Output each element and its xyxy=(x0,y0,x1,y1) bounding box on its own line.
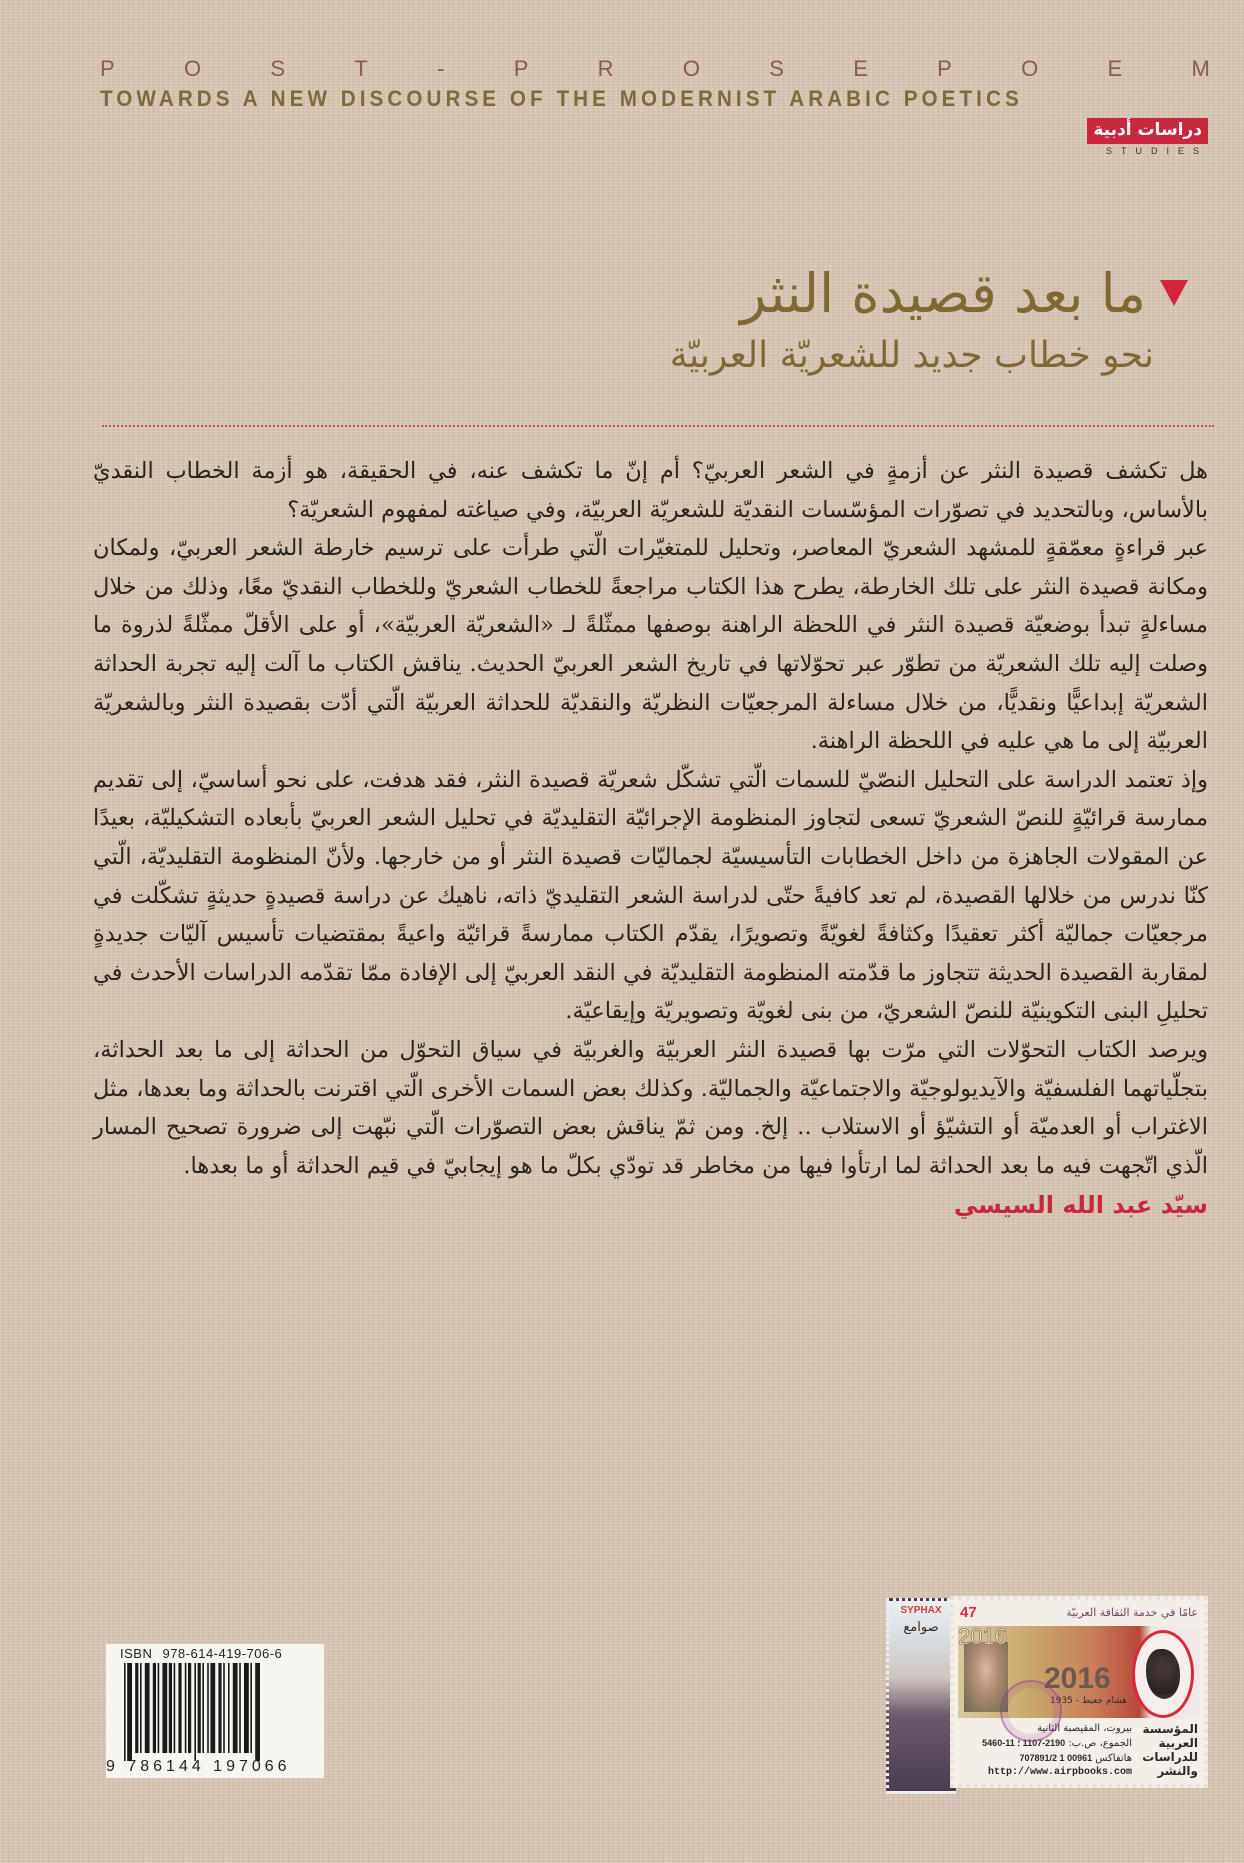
english-title xyxy=(100,56,1210,82)
isbn-barcode xyxy=(106,1644,324,1778)
english-title-letter: O xyxy=(682,56,700,81)
barcode-bar xyxy=(178,1663,181,1753)
english-title-letter: P xyxy=(100,56,115,81)
barcode-bar xyxy=(194,1663,196,1761)
phone-row xyxy=(960,1751,1132,1766)
stamp-years: 47 xyxy=(960,1603,977,1621)
barcode-bar xyxy=(250,1663,252,1753)
english-title-letter: P xyxy=(937,56,952,81)
barcode-bar xyxy=(185,1663,187,1753)
isbn-number: 978-614-419-706-6 xyxy=(162,1646,283,1661)
barcode-bar xyxy=(218,1663,221,1753)
barcode-bar xyxy=(233,1663,238,1753)
series-logo-arabic: دراسات أدبية xyxy=(1087,118,1208,144)
barcode-bar xyxy=(207,1663,209,1753)
publisher-name-line: للدراسات xyxy=(1142,1750,1198,1764)
barcode-bar xyxy=(169,1663,172,1753)
arabic-subtitle: نحو خطاب جديد للشعريّة العربيّة xyxy=(669,335,1154,376)
barcode-bar xyxy=(210,1663,215,1753)
syphax-stamp-title: صوامع xyxy=(903,1620,939,1635)
barcode-bar xyxy=(202,1663,204,1753)
english-title-letter: E xyxy=(853,56,868,81)
english-title-letter: P xyxy=(513,56,529,81)
publisher-name-line: والنشر xyxy=(1157,1764,1198,1778)
blurb-paragraph: ويرصد الكتاب التحوّلات التي مرّت بها قصيدة النثر العربيّة والغربيّة في سياق التحوّل من الحداثة إلى ما بعد الحداثة، بتجلّياتهما الفلسفيّة والآيديولوجيّة والاجتماعيّة والجماليّة. وكذلك بعض السمات الأخرى الّتي اقترنت بالحداثة وما بعدها، مثل الاغتراب أو العدميّة أو التشيّؤ أو الاستلاب .. إلخ. ومن ثمّ يناقش بعض التصوّرات الّتي نبّهت إلى ضرورة تصحيح المسار الّذي اتّجهت فيه ما بعد الحداثة لما ارتأوا فيها من مخاطر قد تودّي بكلّ ما هو إيجابيّ في قيم الحداثة أو ما بعدها. xyxy=(93,1036,1208,1179)
blurb xyxy=(93,452,1208,1225)
stamp-motto: عامًا في خدمة الثقافة العربيّة xyxy=(1066,1605,1198,1619)
series-logo xyxy=(1068,118,1208,156)
ean-digits: 9 786144 197066 xyxy=(106,1758,291,1775)
syphax-stamp xyxy=(886,1598,956,1794)
blurb-paragraph: هل تكشف قصيدة النثر عن أزمةٍ في الشعر العربيّ؟ أم إنّ ما تكشف عنه، في الحقيقة، هو أزمة الخطاب النقديّ بالأساس، وبالتحديد في تصوّرات المؤسّسات النقديّة للشعريّة العربيّة، وفي صياغته لمفهوم الشعريّة؟ xyxy=(93,458,1208,523)
po-box-row xyxy=(960,1736,1132,1751)
po-box-label: الجموع، ص.ب: xyxy=(1068,1738,1132,1749)
author-name: سيّد عبد الله السيسي xyxy=(953,1191,1208,1220)
isbn-text xyxy=(120,1646,282,1661)
blurb-paragraph: وإذ تعتمد الدراسة على التحليل النصّيّ للسمات الّتي تشكّل شعريّة قصيدة النثر، فقد هدفت، على نحو أساسيّ، إلى تقديم ممارسة قرائيّةٍ للنصّ الشعريّ تسعى لتجاوز المنظومة الإجرائيّة التقليديّة في تحليل الشعر العربيّ بأبعاده التشكيليّة، بعيدًا عن المقولات الجاهزة من داخل الخطابات التأسيسيّة لجماليّات قصيدة النثر أو من خارجها. ولأنّ المنظومة التقليديّة، الّتي كنّا ندرس من خلالها القصيدة، لم تعد كافيةً حتّى لدراسة الشعر التقليديّ ذاته، ناهيك عن دراسة قصيدةٍ حديثةٍ تشكّلت في مرجعيّات جماليّة أكثر تعقيدًا وكثافةً لغويّةً وتصويرًا، يقدّم الكتاب ممارسةً قرائيّة واعيةً بمقتضيات تأسيس آليّات جديدةٍ لمقاربة القصيدة الحديثة تتجاوز ما قدّمته المنظومة التقليديّة في النقد العربيّ إلى الإفادة ممّا تقدّمه الدراسات الأحدث في تحليلِ البنى التكوينيّة للنصّ الشعريّ، من بنى لغويّة وتصويريّة وإيقاعيّة. xyxy=(93,766,1208,1025)
stamp-header xyxy=(954,1600,1204,1622)
english-title-letter: R xyxy=(597,56,614,81)
arabic-title-text: ما بعد قصيدة النثر xyxy=(740,262,1146,325)
barcode-bar xyxy=(174,1663,176,1753)
barcode-bar xyxy=(153,1663,156,1753)
stamp-year-small: 2016 xyxy=(958,1624,1007,1649)
english-title-letter: O xyxy=(183,56,202,81)
phone-number: 00961 1 707891/2 xyxy=(1019,1753,1093,1763)
publisher-stamp xyxy=(950,1596,1208,1788)
barcode-bar xyxy=(127,1663,132,1761)
emblem-figure xyxy=(1146,1649,1180,1699)
syphax-brand: SYPHAX xyxy=(900,1605,942,1616)
publisher-website: http://www.airpbooks.com xyxy=(987,1767,1132,1778)
english-title-letter: E xyxy=(1107,56,1123,81)
phone-label: هاتفاكس xyxy=(1095,1753,1132,1764)
barcode-bar xyxy=(135,1663,138,1753)
stamp-info xyxy=(954,1718,1204,1780)
english-header xyxy=(100,56,1210,112)
publisher-name-line: المؤسسة xyxy=(1142,1722,1198,1736)
barcode-bar xyxy=(255,1663,260,1761)
blurb-paragraph: عبر قراءةٍ معمّقةٍ للمشهد الشعريّ المعاصر، وتحليل للمتغيّرات الّتي طرأت على ترسيم خارطة الشعر العربيّ، ولمكان ومكانة قصيدة النثر على تلك الخارطة، يطرح هذا الكتاب مراجعةً للخطاب الشعريّ وللخطاب النقديّ معًا، وذلك من خلال مساءلةٍ تبدأ بوضعيّة قصيدة النثر في اللحظة الراهنة بوصفها ممثّلةً لـ «الشعريّة العربيّة»، أو على الأقلّ ممثّلةً لذروة ما وصلت إليه تلك الشعريّة من تطوّر عبر تحوّلاتها في تاريخ الشعر العربيّ الحديث. يناقش الكتاب ما آلت إليه تجربة الحداثة الشعريّة إبداعيًّا ونقديًّا، من خلال مساءلة المرجعيّات النظريّة والنقديّة للحداثة العربيّة الّتي أدّت بقصيدة النثر وبالشعريّة العربيّة إلى ما هي عليه في اللحظة الراهنة. xyxy=(93,535,1208,755)
barcode-bar xyxy=(239,1663,241,1753)
triangle-marker-icon xyxy=(1160,280,1188,306)
isbn-label: ISBN xyxy=(120,1646,153,1661)
postmark-icon xyxy=(1000,1680,1062,1742)
honoree-name: هشام جعيط - 1935 xyxy=(1050,1696,1127,1706)
english-title-letter: O xyxy=(1021,56,1039,81)
english-title-letter: M xyxy=(1191,56,1210,81)
barcode-bar xyxy=(124,1663,126,1761)
barcode-bar xyxy=(198,1663,201,1753)
barcode-bar xyxy=(228,1663,230,1753)
stamp-artwork xyxy=(958,1626,1200,1718)
series-logo-english: STUDIES xyxy=(1105,146,1208,156)
dotted-divider xyxy=(102,425,1214,427)
english-title-letter: S xyxy=(769,56,784,81)
publisher-name xyxy=(1138,1722,1198,1780)
english-subtitle: TOWARDS A NEW DISCOURSE OF THE MODERNIST ARABIC POETICS xyxy=(100,86,1023,111)
arabic-title-block xyxy=(670,262,1188,380)
english-title-letter: S xyxy=(270,56,286,81)
stamp-year-big: 2016 xyxy=(1044,1662,1111,1695)
barcode-bars xyxy=(122,1663,322,1761)
barcode-bar xyxy=(158,1663,160,1753)
publisher-address: بيروت، المقيصبة الثانية xyxy=(1037,1723,1132,1734)
arabic-title xyxy=(670,262,1188,326)
publisher-emblem-icon xyxy=(1132,1630,1194,1718)
barcode-bar xyxy=(188,1663,191,1753)
publisher-name-line: العربية xyxy=(1158,1736,1198,1750)
barcode-bar xyxy=(145,1663,150,1753)
english-title-letter: - xyxy=(437,56,445,81)
barcode-bar xyxy=(140,1663,142,1753)
po-box-number: 2190-1107 ؛ 11-5460 xyxy=(982,1738,1066,1748)
barcode-bar xyxy=(223,1663,225,1753)
barcode-bar xyxy=(162,1663,167,1753)
english-title-letter: T xyxy=(354,56,368,81)
barcode-bar xyxy=(244,1663,249,1753)
